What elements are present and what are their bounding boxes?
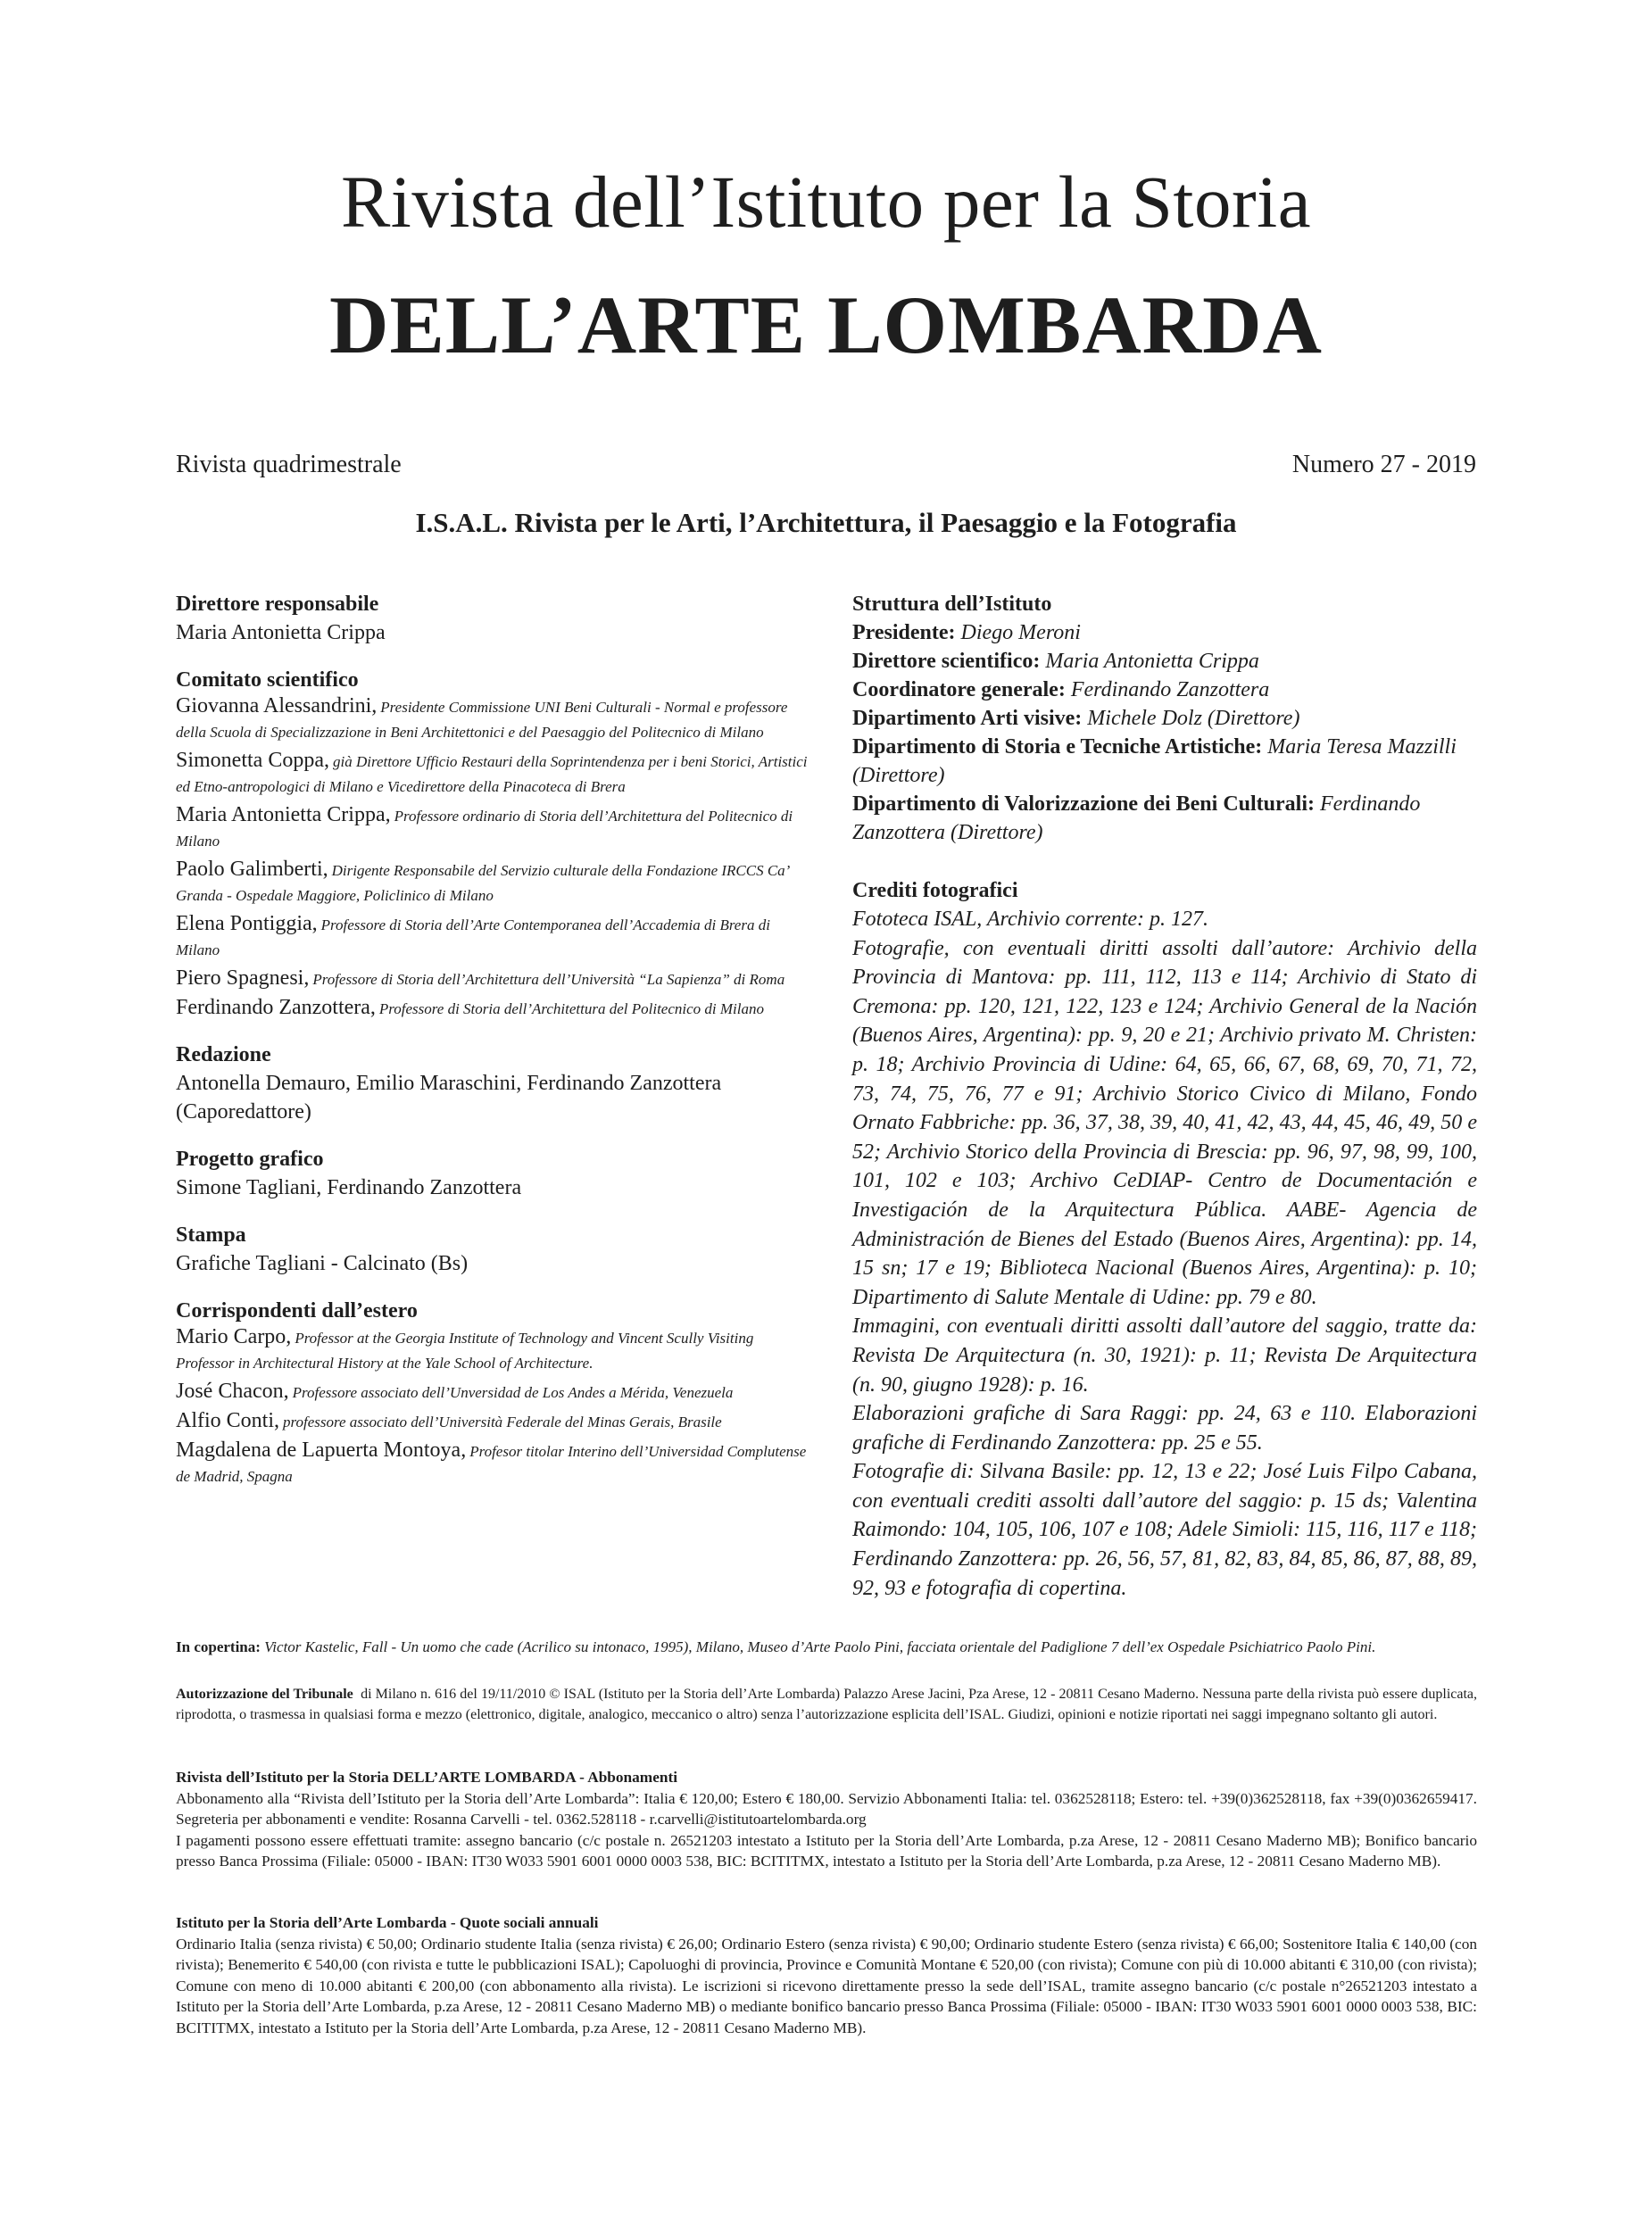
section-heading: Progetto grafico <box>176 1148 324 1171</box>
correspondent <box>176 1325 813 1376</box>
member-name: Giovanna Alessandrini, <box>176 694 378 717</box>
member-role: Professor at the Georgia Institute of Technology and Vincent Scully Visiting Professor in Architectural History at the Yale School of Architecture. <box>176 1330 754 1372</box>
struttura-value: Maria Antonietta Crippa <box>1045 650 1259 673</box>
member-name: Magdalena de Lapuerta Montoya, <box>176 1439 467 1462</box>
membership-fees-block <box>176 1912 1477 2038</box>
committee-member <box>176 749 813 800</box>
member-name: Simonetta Coppa, <box>176 749 329 772</box>
member-role: Professore di Storia dell’Architettura del Politecnico di Milano <box>378 1000 764 1017</box>
member-name: Paolo Galimberti, <box>176 858 328 881</box>
issue-number: Numero 27 - 2019 <box>1291 451 1476 478</box>
committee-member <box>176 996 813 1022</box>
struttura-row <box>852 647 1477 676</box>
authorization-text: di Milano n. 616 del 19/11/2010 © ISAL (Istituto per la Storia dell’Arte Lombarda) Palazzo Arese Jacini, Pza Arese, 12 - 20811 Cesano Maderno. Nessuna parte della rivista può essere duplicata, riprodotta, o trasmessa in qualsiasi forma e mezzo (elettronico, digitale, analogico, meccanico o altro) senza l’autorizzazione esplicita dell’ISAL. Giudizi, opinioni e notizie riportati nei saggi impegnano soltanto gli autori. <box>176 1687 1478 1722</box>
subscriptions-heading: Rivista dell’Istituto per la Storia DELL’ARTE LOMBARDA - Abbonamenti <box>176 1769 678 1786</box>
member-name: Ferdinando Zanzottera, <box>176 996 376 1019</box>
member-role: professore associato dell’Università Federale del Minas Gerais, Brasile <box>283 1414 722 1430</box>
struttura-value: Ferdinando Zanzottera (Direttore) <box>852 792 1421 844</box>
left-column <box>176 591 813 1509</box>
section-crediti <box>852 877 1477 1603</box>
committee-member <box>176 966 813 992</box>
struttura-label: Dipartimento Arti visive: <box>852 707 1083 730</box>
section-stampa <box>176 1222 813 1278</box>
member-name: José Chacon, <box>176 1380 289 1403</box>
member-role: Presidente Commissione UNI Beni Culturali - Normal e professore della Scuola di Specializzazione in Beni Architettonici e del Paesaggio del Politecnico di Milano <box>176 699 788 741</box>
payments-text: I pagamenti possono essere effettuati tramite: assegno bancario (c/c postale n. 26521203 intestato a Istituto per la Storia dell’Arte Lombarda, p.za Arese, 12 - 20811 Cesano Maderno MB); Bonifico bancario presso Banca Prossima (Filiale: 05000 - IBAN: IT30 W033 5901 6001 0000 0003 538, BIC: BCITITMX, intestato a Istituto per la Storia dell’Arte Lombarda, p.za Arese, 12 - 20811 Cesano Maderno MB). <box>176 1831 1477 1870</box>
section-direttore <box>176 591 813 647</box>
member-role: Dirigente Responsabile del Servizio culturale della Fondazione IRCCS Ca’ Granda - Ospedale Maggiore, Policlinico di Milano <box>176 862 789 904</box>
committee-member <box>176 803 813 854</box>
member-role: Professore di Storia dell’Arte Contemporanea dell’Accademia di Brera di Milano <box>176 916 770 958</box>
committee-member <box>176 858 813 908</box>
journal-subtitle: I.S.A.L. Rivista per le Arti, l’Architettura, il Paesaggio e la Fotografia <box>415 507 1237 538</box>
section-comitato <box>176 667 813 1022</box>
section-redazione <box>176 1041 813 1126</box>
struttura-row <box>852 733 1477 790</box>
member-name: Piero Spagnesi, <box>176 966 310 990</box>
journal-title-line1: Rivista dell’Istituto per la Storia <box>340 161 1312 243</box>
credit-paragraph: Fotografie, con eventuali diritti assolti dall’autore: Archivio della Provincia di Mantova: pp. 111, 112, 113 e 114; Archivio di Stato di Cremona: pp. 120, 121, 122, 123 e 124; Archivio General de la Nación (Buenos Aires, Argentina): pp. 9, 20 e 21; Archivio privato M. Christen: p. 18; Archivio Provincia di Udine: 64, 65, 66, 67, 68, 69, 70, 71, 72, 73, 74, 75, 76, 77 e 91; Archivio Storico Civico di Milano, Fondo Ornato Fabbriche: pp. 36, 37, 38, 39, 40, 41, 42, 43, 44, 45, 46, 49, 50 e 52; Archivio Storico della Provincia di Brescia: pp. 96, 97, 98, 99, 100, 101, 102 e 103; Archivo CeDIAP- Centro de Documentación e Investigación de la Arquitectura Pública. AABE- Agencia de Administración de Bienes del Estado (Buenos Aires, Argentina): pp. 14, 15 sn; 17 e 19; Biblioteca Nacional (Buenos Aires, Argentina): p. 10; Dipartimento di Salute Mentale di Udine: pp. 79 e 80. <box>852 936 1477 1309</box>
membership-heading: Istituto per la Storia dell’Arte Lombarda - Quote sociali annuali <box>176 1914 599 1931</box>
section-struttura <box>852 591 1477 847</box>
committee-member <box>176 912 813 963</box>
subscriptions-block <box>176 1767 1477 1872</box>
subscriptions-text: Abbonamento alla “Rivista dell’Istituto per la Storia dell’Arte Lombarda”: Italia € 120,00; Estero € 180,00. Servizio Abbonamenti Italia: tel. 0362528118; Estero: tel. +39(0)362528118, fax +39(0)0362659417. Segreteria per abbonamenti e vendite: Rosanna Carvelli - tel. 0362.528118 - r.carvelli@istitutoartelombarda.org <box>176 1789 1477 1828</box>
committee-member <box>176 694 813 745</box>
publication-frequency: Rivista quadrimestrale <box>176 451 402 478</box>
section-heading: Redazione <box>176 1043 271 1066</box>
section-heading: Corrispondenti dall’estero <box>176 1299 418 1323</box>
section-heading: Struttura dell’Istituto <box>852 593 1052 616</box>
member-name: Elena Pontiggia, <box>176 912 318 935</box>
struttura-label: Dipartimento di Storia e Tecniche Artistiche: <box>852 735 1263 759</box>
struttura-label: Presidente: <box>852 621 956 644</box>
credit-paragraph: Fotografie di: Silvana Basile: pp. 12, 13 e 22; José Luis Filpo Cabana, con eventuali crediti assolti dall’autore del saggio: p. 15 ds; Valentina Raimondo: 104, 105, 106, 107 e 108; Adele Simioli: 115, 116, 117 e 118; Ferdinando Zanzottera: pp. 26, 56, 57, 81, 82, 83, 84, 85, 86, 87, 88, 89, 92, 93 e fotografia di copertina. <box>852 1460 1477 1600</box>
member-role: Professore di Storia dell’Architettura dell’Università “La Sapienza” di Roma <box>312 971 785 988</box>
credit-paragraph: Elaborazioni grafiche di Sara Raggi: pp. 24, 63 e 110. Elaborazioni grafiche di Ferdinando Zanzottera: pp. 25 e 55. <box>852 1402 1477 1455</box>
direttore-name: Maria Antonietta Crippa <box>176 621 386 644</box>
section-corrispondenti <box>176 1298 813 1489</box>
journal-title-line2: DELL’ARTE LOMBARDA <box>329 279 1323 370</box>
struttura-value: Diego Meroni <box>960 621 1081 644</box>
struttura-value: Michele Dolz (Direttore) <box>1087 707 1300 730</box>
struttura-row <box>852 676 1477 704</box>
authorization-notice <box>176 1684 1477 1725</box>
cover-text: Victor Kastelic, Fall - Un uomo che cade (Acrilico su intonaco, 1995), Milano, Museo d’Arte Paolo Pini, facciata orientale del Padiglione 7 dell’ex Ospedale Psichiatrico Paolo Pini. <box>264 1638 1376 1655</box>
credit-paragraph: Immagini, con eventuali diritti assolti dall’autore del saggio, tratte da: Revista De Arquitectura (n. 30, 1921): p. 11; Revista De Arquitectura (n. 90, giugno 1928): p. 16. <box>852 1314 1477 1397</box>
correspondent <box>176 1409 813 1435</box>
struttura-label: Dipartimento di Valorizzazione dei Beni Culturali: <box>852 792 1315 816</box>
struttura-value: Maria Teresa Mazzilli (Direttore) <box>852 735 1457 787</box>
member-role: Professore associato dell’Unversidad de Los Andes a Mérida, Venezuela <box>292 1384 734 1401</box>
struttura-value: Ferdinando Zanzottera <box>1070 678 1270 701</box>
authorization-label: Autorizzazione del Tribunale <box>176 1687 353 1702</box>
member-name: Alfio Conti, <box>176 1409 280 1432</box>
section-heading: Crediti fotografici <box>852 879 1018 902</box>
progetto-names: Simone Tagliani, Ferdinando Zanzottera <box>176 1176 522 1199</box>
member-name: Maria Antonietta Crippa, <box>176 803 391 826</box>
correspondent <box>176 1380 813 1406</box>
member-name: Mario Carpo, <box>176 1325 292 1348</box>
struttura-row <box>852 790 1477 847</box>
struttura-row <box>852 704 1477 733</box>
struttura-row <box>852 618 1477 647</box>
section-heading: Direttore responsabile <box>176 593 379 616</box>
redazione-names: Antonella Demauro, Emilio Maraschini, Ferdinando Zanzottera (Caporedattore) <box>176 1072 722 1124</box>
member-role: Professore ordinario di Storia dell’Architettura del Politecnico di Milano <box>176 808 793 850</box>
section-progetto-grafico <box>176 1146 813 1202</box>
correspondent <box>176 1439 813 1489</box>
right-column <box>852 591 1477 1622</box>
member-role: già Direttore Ufficio Restauri della Soprintendenza per i beni Storici, Artistici ed Etno-antropologici di Milano e Vicedirettore della Pinacoteca di Brera <box>176 753 808 795</box>
struttura-label: Coordinatore generale: <box>852 678 1066 701</box>
section-heading: Stampa <box>176 1223 246 1247</box>
stampa-text: Grafiche Tagliani - Calcinato (Bs) <box>176 1252 469 1275</box>
cover-caption <box>176 1638 1479 1656</box>
credit-paragraph: Fototeca ISAL, Archivio corrente: p. 127. <box>852 908 1209 931</box>
member-role: Profesor titolar Interino dell’Universidad Complutense de Madrid, Spagna <box>176 1443 807 1485</box>
section-heading: Comitato scientifico <box>176 668 359 692</box>
cover-label: In copertina: <box>176 1638 261 1655</box>
membership-text: Ordinario Italia (senza rivista) € 50,00; Ordinario studente Italia (senza rivista) € 26,00; Ordinario Estero (senza rivista) € 90,00; Ordinario studente Estero (senza rivista) € 66,00; Sostenitore Italia € 140,00 (con rivista); Benemerito € 540,00 (con rivista e tutte le pubblicazioni ISAL); Capoluoghi di provincia, Province e Comunità Montane € 520,00 (con rivista); Comune con più di 10.000 abitanti € 310,00 (con rivista); Comune con meno di 10.000 abitanti € 200,00 (con abbonamento alla rivista). Le iscrizioni si ricevono direttamente presso la sede dell’ISAL, tramite assegno bancario (c/c postale n°26521203 intestato a Istituto per la Storia dell’Arte Lombarda, p.za Arese, 12 - 20811 Cesano Maderno MB) o mediante bonifico bancario presso Banca Prossima (Filiale: 05000 - IBAN: IT30 W033 5901 6001 0000 0003 538, BIC: BCITITMX, intestato a Istituto per la Storia dell’Arte Lombarda, p.za Arese, 12 - 20811 Cesano Maderno MB). <box>176 1935 1477 2036</box>
struttura-label: Direttore scientifico: <box>852 650 1041 673</box>
